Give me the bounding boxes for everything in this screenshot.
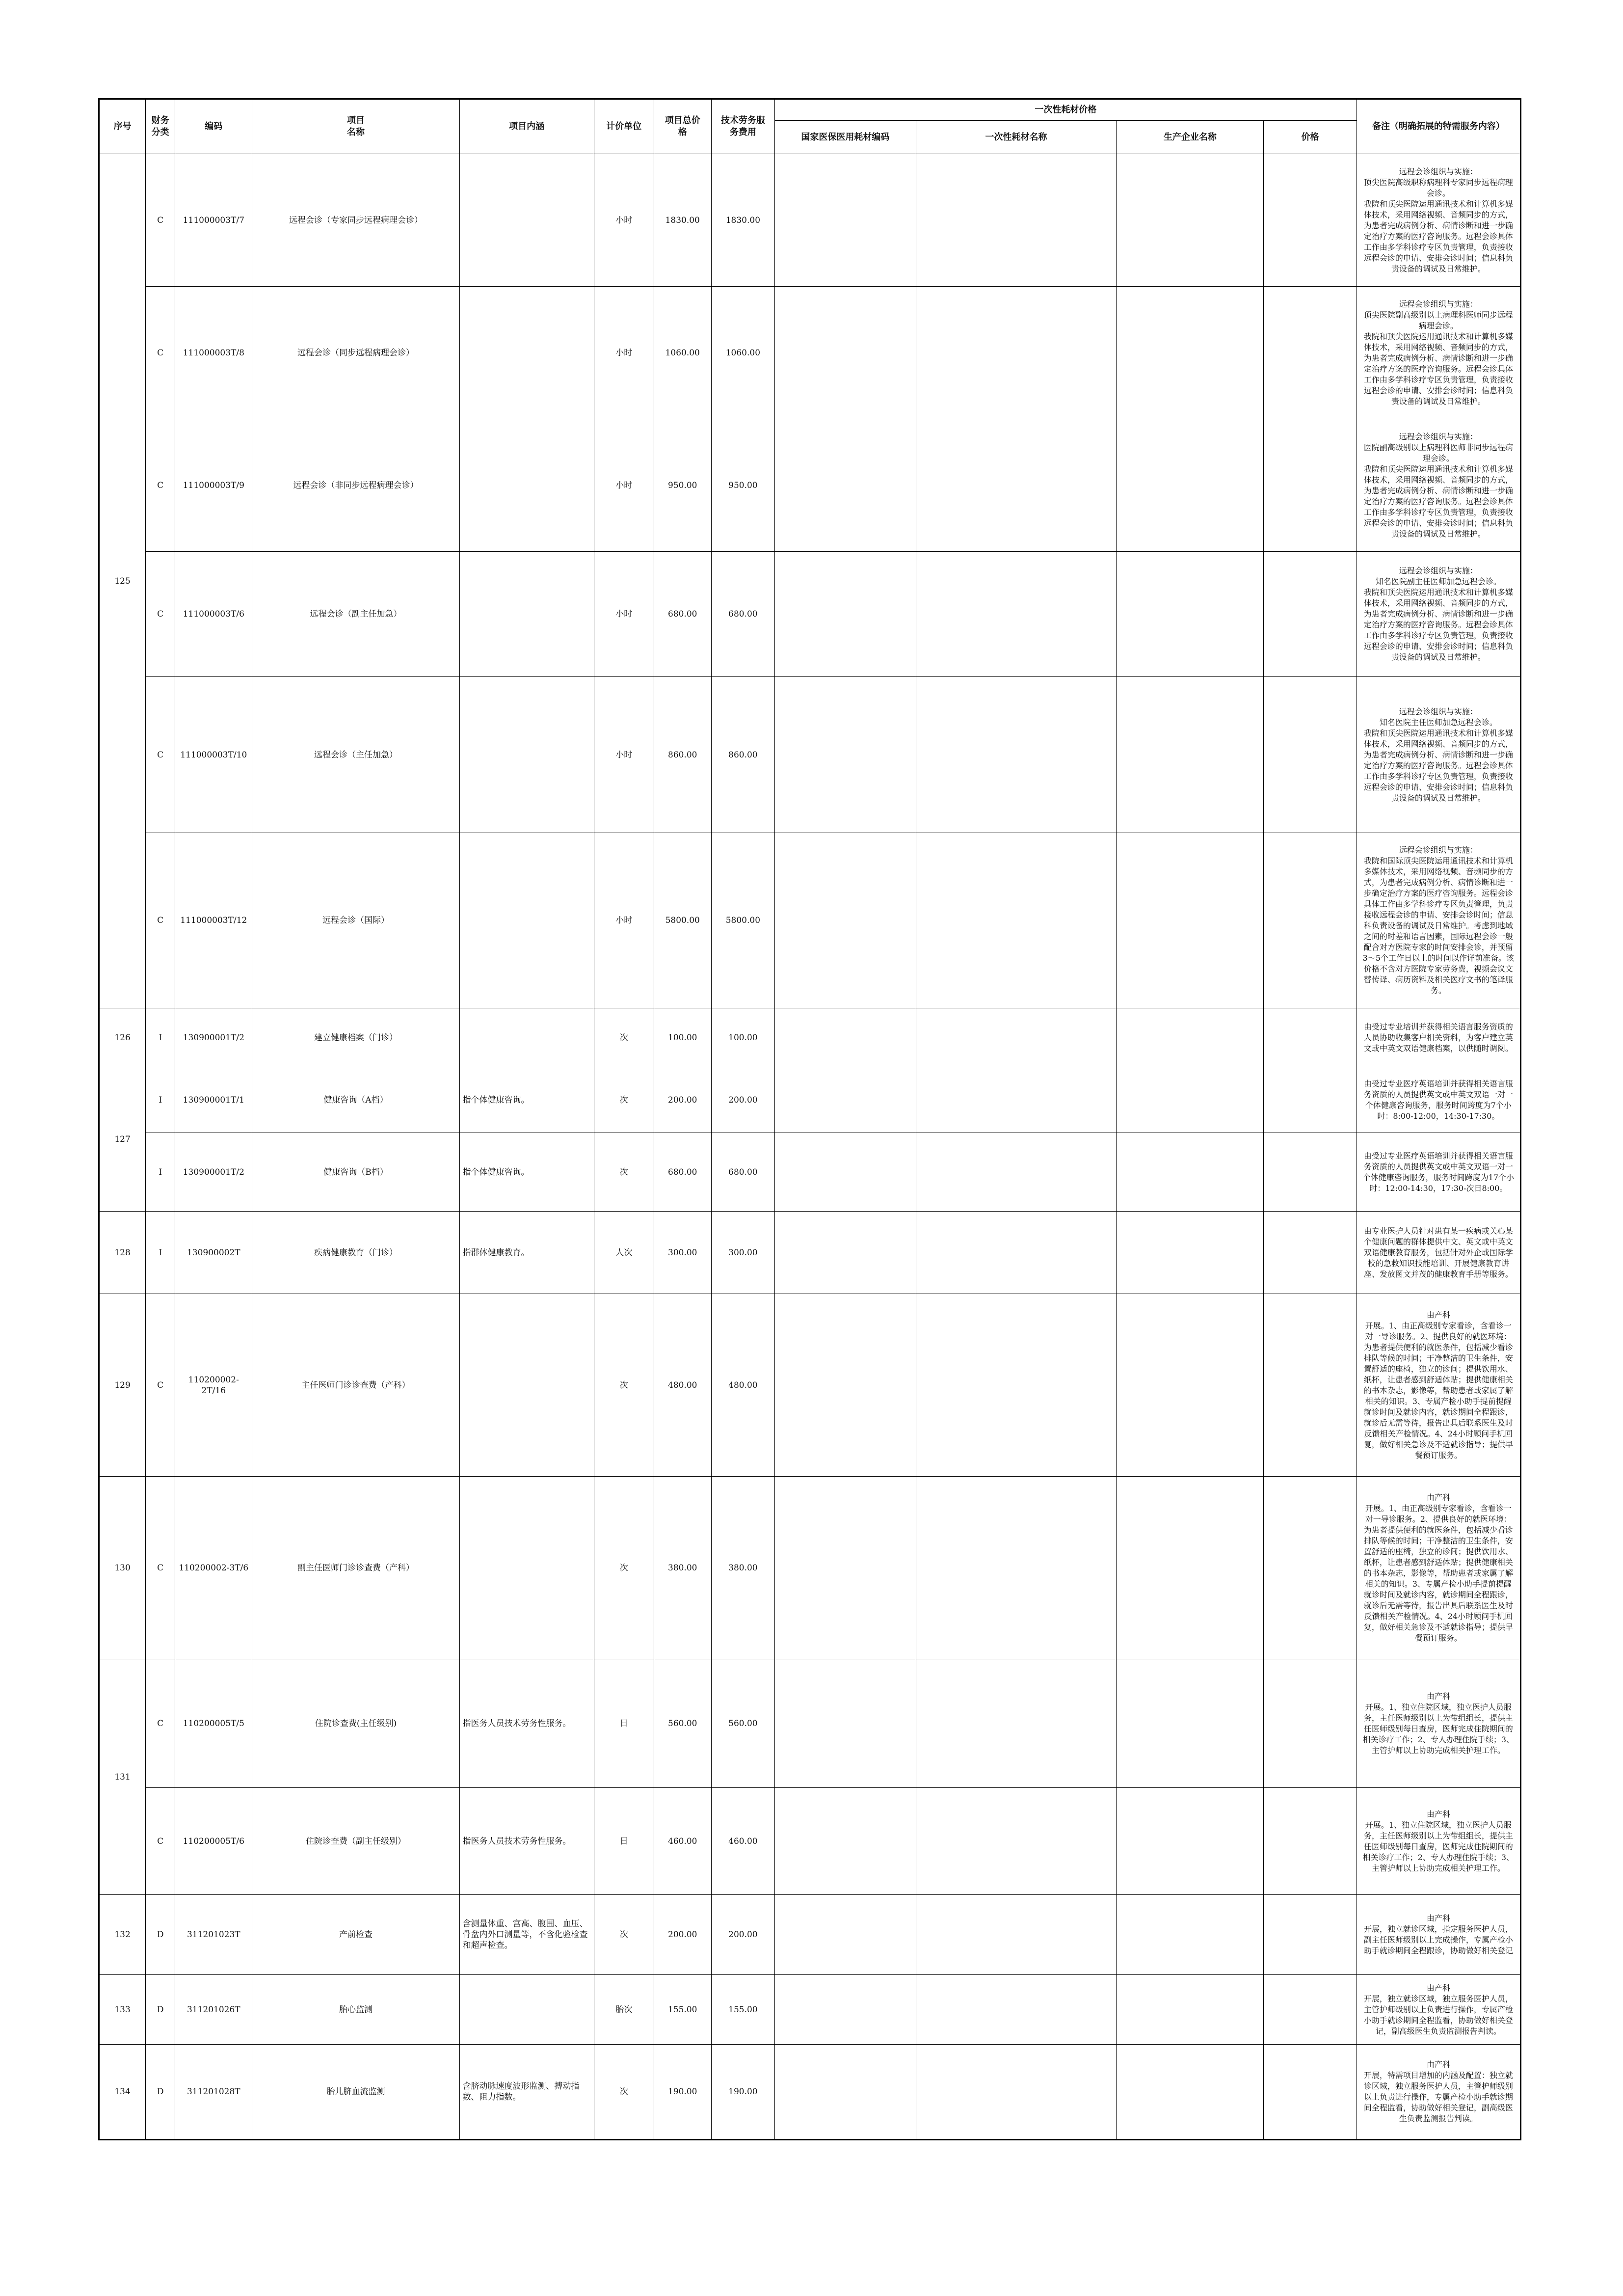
row-price [1264, 1067, 1357, 1133]
row-finance-class: D [146, 2045, 175, 2140]
row-total-price: 860.00 [654, 677, 711, 833]
row-consumable-code [775, 1788, 916, 1895]
row-total-price: 5800.00 [654, 833, 711, 1008]
row-consumable-name [916, 677, 1117, 833]
header-finance-class: 财务 分类 [146, 99, 175, 154]
row-finance-class: C [146, 1659, 175, 1788]
row-code: 111000003T/6 [175, 552, 252, 677]
row-manufacturer [1117, 833, 1264, 1008]
row-seq: 127 [99, 1067, 146, 1212]
row-manufacturer [1117, 2045, 1264, 2140]
row-labor-fee: 190.00 [711, 2045, 774, 2140]
row-total-price: 1060.00 [654, 287, 711, 419]
table-row [99, 677, 1521, 833]
row-consumable-code [775, 1895, 916, 1975]
row-unit: 小时 [594, 154, 654, 287]
header-unit: 计价单位 [594, 99, 654, 154]
row-consumable-code [775, 1008, 916, 1067]
row-finance-class: I [146, 1008, 175, 1067]
row-price [1264, 1788, 1357, 1895]
header-manufacturer: 生产企业名称 [1117, 121, 1264, 154]
row-manufacturer [1117, 1788, 1264, 1895]
row-price [1264, 154, 1357, 287]
row-total-price: 300.00 [654, 1212, 711, 1294]
row-item-name: 远程会诊（非同步远程病理会诊） [252, 419, 459, 552]
table-row [99, 1212, 1521, 1294]
row-content: 指群体健康教育。 [459, 1212, 594, 1294]
row-remark: 远程会诊组织与实施： 知名医院副主任医师加急远程会诊。 我院和顶尖医院运用通讯技术和计算机多媒体技术，采用网络视频、音频同步的方式，为患者完成病例分析、病情诊断和进一步确定治疗方案的医疗咨询服务。远程会诊具体工作由多学科诊疗专区负责管理，负责接收远程会诊的申请、安排会诊时间；信息科负责设备的调试及日常维护。 [1357, 552, 1520, 677]
header-seq: 序号 [99, 99, 146, 154]
row-labor-fee: 680.00 [711, 552, 774, 677]
table-row [99, 552, 1521, 677]
row-price [1264, 1975, 1357, 2045]
row-manufacturer [1117, 552, 1264, 677]
row-unit: 胎次 [594, 1975, 654, 2045]
table-row [99, 419, 1521, 552]
row-content [459, 287, 594, 419]
row-finance-class: C [146, 552, 175, 677]
row-content [459, 1294, 594, 1477]
row-code: 130900001T/2 [175, 1133, 252, 1212]
row-total-price: 560.00 [654, 1659, 711, 1788]
table-row [99, 2045, 1521, 2140]
row-total-price: 680.00 [654, 1133, 711, 1212]
row-code: 110200005T/6 [175, 1788, 252, 1895]
row-remark: 由产科 开展，特需项目增加的内涵及配置：独立就诊区域，独立服务医护人员，主管护师级别以上负责进行操作，专属产检小助手就诊期间全程监看，协助做好相关登记，副高级医生负责监测报告判读。 [1357, 2045, 1520, 2140]
table-row [99, 1477, 1521, 1659]
row-unit: 小时 [594, 419, 654, 552]
row-item-name: 健康咨询（B档） [252, 1133, 459, 1212]
row-manufacturer [1117, 1895, 1264, 1975]
row-content: 指个体健康咨询。 [459, 1067, 594, 1133]
row-labor-fee: 480.00 [711, 1294, 774, 1477]
row-consumable-name [916, 1788, 1117, 1895]
row-unit: 次 [594, 1477, 654, 1659]
row-consumable-name [916, 1294, 1117, 1477]
row-content: 指医务人员技术劳务性服务。 [459, 1659, 594, 1788]
row-content [459, 552, 594, 677]
row-labor-fee: 100.00 [711, 1008, 774, 1067]
row-consumable-name [916, 419, 1117, 552]
row-price [1264, 287, 1357, 419]
row-code: 130900001T/1 [175, 1067, 252, 1133]
row-consumable-code [775, 1212, 916, 1294]
table-row [99, 1975, 1521, 2045]
row-manufacturer [1117, 154, 1264, 287]
row-content [459, 154, 594, 287]
header-code: 编码 [175, 99, 252, 154]
table-row [99, 1294, 1521, 1477]
row-consumable-code [775, 677, 916, 833]
row-seq: 132 [99, 1895, 146, 1975]
row-labor-fee: 200.00 [711, 1067, 774, 1133]
row-code: 130900002T [175, 1212, 252, 1294]
header-remark: 备注（明确拓展的特需服务内容） [1357, 99, 1520, 154]
row-remark: 远程会诊组织与实施： 知名医院主任医师加急远程会诊。 我院和顶尖医院运用通讯技术和计算机多媒体技术，采用网络视频、音频同步的方式，为患者完成病例分析、病情诊断和进一步确定治疗方案的医疗咨询服务。远程会诊具体工作由多学科诊疗专区负责管理，负责接收远程会诊的申请、安排会诊时间；信息科负责设备的调试及日常维护。 [1357, 677, 1520, 833]
row-price [1264, 677, 1357, 833]
row-finance-class: C [146, 1788, 175, 1895]
table-body [99, 154, 1521, 2140]
row-finance-class: C [146, 833, 175, 1008]
row-manufacturer [1117, 1067, 1264, 1133]
row-consumable-name [916, 1975, 1117, 2045]
row-manufacturer [1117, 1294, 1264, 1477]
header-consumable-name: 一次性耗材名称 [916, 121, 1117, 154]
row-consumable-name [916, 1212, 1117, 1294]
row-consumable-code [775, 1294, 916, 1477]
row-remark: 由产科 开展，独立就诊区域，指定服务医护人员，副主任医师级别以上完成操作，专属产检小助手就诊期间全程跟诊，协助做好相关登记 [1357, 1895, 1520, 1975]
row-item-name: 远程会诊（同步远程病理会诊） [252, 287, 459, 419]
row-consumable-code [775, 2045, 916, 2140]
row-consumable-code [775, 154, 916, 287]
row-item-name: 住院诊查费（副主任级别） [252, 1788, 459, 1895]
row-consumable-code [775, 1067, 916, 1133]
row-finance-class: C [146, 677, 175, 833]
row-manufacturer [1117, 677, 1264, 833]
row-unit: 日 [594, 1659, 654, 1788]
row-item-name: 副主任医师门诊诊查费（产科） [252, 1477, 459, 1659]
row-consumable-name [916, 1067, 1117, 1133]
row-code: 111000003T/8 [175, 287, 252, 419]
row-finance-class: I [146, 1133, 175, 1212]
row-price [1264, 1477, 1357, 1659]
fee-table [98, 98, 1521, 2140]
row-remark: 由产科 开展。1、由正高级别专家看诊，含看诊一对一导诊服务。2、提供良好的就医环境：为患者提供便利的就医条件，包括减少看诊排队等候的时间；干净整洁的卫生条件，安置舒适的座椅，独立的诊间；提供饮用水、纸杯，让患者感到舒适体贴；提供健康相关的书本杂志，影像等，帮助患者或家属了解相关的知识。3、专属产检小助手提前提醒就诊时间及就诊内容，就诊期间全程跟诊，就诊后无需等待，报告出具后联系医生及时反馈相关产检情况。4、24小时顾问手机回复，做好相关急诊及不适就诊指导；提供早餐预订服务。 [1357, 1294, 1520, 1477]
row-item-name: 住院诊查费(主任级别) [252, 1659, 459, 1788]
row-seq: 133 [99, 1975, 146, 2045]
row-remark: 远程会诊组织与实施： 我院和国际顶尖医院运用通讯技术和计算机多媒体技术，采用网络视频、音频同步的方式，为患者完成病例分析、病情诊断和进一步确定治疗方案的医疗咨询服务。远程会诊具体工作由多学科诊疗专区负责管理，负责接收远程会诊的申请、安排会诊时间；信息科负责设备的调试及日常维护。考虑到地域之间的时差和语言因素，国际远程会诊一般配合对方医院专家的时间安排会诊，并预留3～5个工作日以上的时间以作详前准备。该价格不含对方医院专家劳务费，视频会议文替传译、病历资料及相关医疗文书的笔译服务。 [1357, 833, 1520, 1008]
row-manufacturer [1117, 1975, 1264, 2045]
row-item-name: 疾病健康教育（门诊） [252, 1212, 459, 1294]
row-total-price: 480.00 [654, 1294, 711, 1477]
row-content: 指个体健康咨询。 [459, 1133, 594, 1212]
row-total-price: 680.00 [654, 552, 711, 677]
row-content [459, 419, 594, 552]
row-price [1264, 1133, 1357, 1212]
row-manufacturer [1117, 419, 1264, 552]
row-total-price: 380.00 [654, 1477, 711, 1659]
header-content: 项目内涵 [459, 99, 594, 154]
row-finance-class: C [146, 419, 175, 552]
row-remark: 由受过专业医疗英语培训并获得相关语言服务资质的人员提供英文或中英文双语一对一个体健康咨询服务，服务时间跨度为17个小时：12:00-14:30，17:30-次日8:00。 [1357, 1133, 1520, 1212]
row-unit: 次 [594, 1008, 654, 1067]
row-manufacturer [1117, 1659, 1264, 1788]
header-item-name: 项目 名称 [252, 99, 459, 154]
row-seq: 125 [99, 154, 146, 1008]
row-code: 111000003T/12 [175, 833, 252, 1008]
row-finance-class: C [146, 154, 175, 287]
row-code: 110200002-3T/6 [175, 1477, 252, 1659]
table-row [99, 1895, 1521, 1975]
row-unit: 小时 [594, 833, 654, 1008]
row-item-name: 远程会诊（副主任加急） [252, 552, 459, 677]
row-content [459, 833, 594, 1008]
row-price [1264, 1659, 1357, 1788]
row-labor-fee: 200.00 [711, 1895, 774, 1975]
row-code: 110200005T/5 [175, 1659, 252, 1788]
row-item-name: 建立健康档案（门诊） [252, 1008, 459, 1067]
row-finance-class: C [146, 1477, 175, 1659]
row-seq: 129 [99, 1294, 146, 1477]
row-remark: 由产科 开展。1、独立住院区域，独立医护人员服务，主任医师级别以上为带组组长，提供主任医师级别每日查房，医师完成住院期间的相关诊疗工作；2、专人办理住院手续；3、主管护师以上协助完成相关护理工作。 [1357, 1659, 1520, 1788]
row-unit: 次 [594, 1067, 654, 1133]
row-total-price: 1830.00 [654, 154, 711, 287]
table-row [99, 287, 1521, 419]
header-total-price: 项目总价 格 [654, 99, 711, 154]
row-labor-fee: 1060.00 [711, 287, 774, 419]
row-consumable-name [916, 287, 1117, 419]
row-manufacturer [1117, 1477, 1264, 1659]
row-finance-class: D [146, 1895, 175, 1975]
row-content: 含测量体重、宫高、腹围、血压、骨盆内外口测量等，不含化验检查和超声检查。 [459, 1895, 594, 1975]
row-price [1264, 552, 1357, 677]
row-item-name: 胎心监测 [252, 1975, 459, 2045]
row-seq: 131 [99, 1659, 146, 1895]
row-total-price: 100.00 [654, 1008, 711, 1067]
row-remark: 由产科 开展。1、由正高级别专家看诊，含看诊一对一导诊服务。2、提供良好的就医环境：为患者提供便利的就医条件，包括减少看诊排队等候的时间；干净整洁的卫生条件，安置舒适的座椅，独立的诊间；提供饮用水、纸杯，让患者感到舒适体贴；提供健康相关的书本杂志，影像等，帮助患者或家属了解相关的知识。3、专属产检小助手提前提醒就诊时间及就诊内容，就诊期间全程跟诊，就诊后无需等待，报告出具后联系医生及时反馈相关产检情况。4、24小时顾问手机回复，做好相关急诊及不适就诊指导；提供早餐预订服务。 [1357, 1477, 1520, 1659]
row-unit: 小时 [594, 677, 654, 833]
row-unit: 日 [594, 1788, 654, 1895]
row-remark: 由受过专业培训并获得相关语言服务资质的人员协助收集客户相关资料，为客户建立英文或中英文双语健康档案，以供随时调阅。 [1357, 1008, 1520, 1067]
row-price [1264, 1212, 1357, 1294]
row-price [1264, 1294, 1357, 1477]
row-consumable-name [916, 1133, 1117, 1212]
header-consumable-code: 国家医保医用耗材编码 [775, 121, 916, 154]
row-total-price: 460.00 [654, 1788, 711, 1895]
row-labor-fee: 860.00 [711, 677, 774, 833]
row-item-name: 远程会诊（专家同步远程病理会诊） [252, 154, 459, 287]
row-manufacturer [1117, 1008, 1264, 1067]
row-item-name: 胎儿脐血流监测 [252, 2045, 459, 2140]
row-finance-class: D [146, 1975, 175, 2045]
row-code: 111000003T/10 [175, 677, 252, 833]
row-labor-fee: 680.00 [711, 1133, 774, 1212]
row-price [1264, 419, 1357, 552]
table-row [99, 1008, 1521, 1067]
row-seq: 130 [99, 1477, 146, 1659]
row-total-price: 155.00 [654, 1975, 711, 2045]
row-unit: 次 [594, 1133, 654, 1212]
row-finance-class: I [146, 1067, 175, 1133]
row-consumable-name [916, 833, 1117, 1008]
row-labor-fee: 380.00 [711, 1477, 774, 1659]
row-code: 111000003T/7 [175, 154, 252, 287]
row-consumable-code [775, 1975, 916, 2045]
row-manufacturer [1117, 1133, 1264, 1212]
row-finance-class: C [146, 287, 175, 419]
table-row [99, 1659, 1521, 1788]
row-price [1264, 2045, 1357, 2140]
row-unit: 小时 [594, 287, 654, 419]
table-row [99, 154, 1521, 287]
row-content [459, 1008, 594, 1067]
table-row [99, 1067, 1521, 1133]
row-seq: 134 [99, 2045, 146, 2140]
row-code: 311201028T [175, 2045, 252, 2140]
row-item-name: 产前检查 [252, 1895, 459, 1975]
row-remark: 远程会诊组织与实施： 医院副高级别以上病理科医师非同步远程病理会诊。 我院和顶尖医院运用通讯技术和计算机多媒体技术，采用网络视频、音频同步的方式，为患者完成病例分析、病情诊断和进一步确定治疗方案的医疗咨询服务。远程会诊具体工作由多学科诊疗专区负责管理，负责接收远程会诊的申请、安排会诊时间；信息科负责设备的调试及日常维护。 [1357, 419, 1520, 552]
row-content: 含脐动脉速度波形监测、搏动指数、阻力指数。 [459, 2045, 594, 2140]
row-seq: 126 [99, 1008, 146, 1067]
table-row [99, 833, 1521, 1008]
row-labor-fee: 1830.00 [711, 154, 774, 287]
row-content [459, 1477, 594, 1659]
row-consumable-code [775, 287, 916, 419]
row-unit: 人次 [594, 1212, 654, 1294]
row-consumable-code [775, 833, 916, 1008]
row-remark: 远程会诊组织与实施： 顶尖医院副高级别以上病理科医师同步远程病理会诊。 我院和顶尖医院运用通讯技术和计算机多媒体技术，采用网络视频、音频同步的方式，为患者完成病例分析、病情诊断和进一步确定治疗方案的医疗咨询服务。远程会诊具体工作由多学科诊疗专区负责管理，负责接收远程会诊的申请、安排会诊时间；信息科负责设备的调试及日常维护。 [1357, 287, 1520, 419]
row-consumable-name [916, 1895, 1117, 1975]
row-price [1264, 1008, 1357, 1067]
row-item-name: 远程会诊（国际） [252, 833, 459, 1008]
table-row [99, 1788, 1521, 1895]
row-unit: 次 [594, 1895, 654, 1975]
row-item-name: 远程会诊（主任加急） [252, 677, 459, 833]
row-labor-fee: 460.00 [711, 1788, 774, 1895]
row-content [459, 1975, 594, 2045]
row-labor-fee: 300.00 [711, 1212, 774, 1294]
row-labor-fee: 155.00 [711, 1975, 774, 2045]
row-code: 311201023T [175, 1895, 252, 1975]
row-consumable-code [775, 419, 916, 552]
row-consumable-code [775, 1133, 916, 1212]
row-remark: 由产科 开展。1、独立住院区域，独立医护人员服务，主任医师级别以上为带组组长，提供主任医师级别每日查房，医师完成住院期间的相关诊疗工作；2、专人办理住院手续；3、主管护师以上协助完成相关护理工作。 [1357, 1788, 1520, 1895]
row-consumable-name [916, 1477, 1117, 1659]
row-manufacturer [1117, 287, 1264, 419]
row-consumable-code [775, 1477, 916, 1659]
row-labor-fee: 560.00 [711, 1659, 774, 1788]
row-seq: 128 [99, 1212, 146, 1294]
row-unit: 次 [594, 2045, 654, 2140]
row-remark: 由产科 开展，独立就诊区域，独立服务医护人员，主管护师级别以上负责进行操作，专属产检小助手就诊期间全程监看，协助做好相关登记，副高级医生负责监测报告判读。 [1357, 1975, 1520, 2045]
row-total-price: 950.00 [654, 419, 711, 552]
header-consumables-group: 一次性耗材价格 [775, 99, 1357, 121]
row-labor-fee: 950.00 [711, 419, 774, 552]
row-consumable-name [916, 2045, 1117, 2140]
row-item-name: 健康咨询（A档） [252, 1067, 459, 1133]
row-consumable-name [916, 1659, 1117, 1788]
row-consumable-code [775, 1659, 916, 1788]
row-consumable-name [916, 154, 1117, 287]
row-remark: 由受过专业医疗英语培训并获得相关语言服务资质的人员提供英文或中英文双语一对一个体健康咨询服务，服务时间跨度为7个小时：8:00-12:00，14:30-17:30。 [1357, 1067, 1520, 1133]
row-code: 311201026T [175, 1975, 252, 2045]
row-item-name: 主任医师门诊诊查费（产科） [252, 1294, 459, 1477]
header-labor-fee: 技术劳务服 务费用 [711, 99, 774, 154]
row-code: 110200002- 2T/16 [175, 1294, 252, 1477]
row-content [459, 677, 594, 833]
row-consumable-name [916, 552, 1117, 677]
table-row [99, 1133, 1521, 1212]
row-consumable-code [775, 552, 916, 677]
row-labor-fee: 5800.00 [711, 833, 774, 1008]
row-total-price: 200.00 [654, 1895, 711, 1975]
row-price [1264, 833, 1357, 1008]
row-content: 指医务人员技术劳务性服务。 [459, 1788, 594, 1895]
row-total-price: 200.00 [654, 1067, 711, 1133]
row-code: 111000003T/9 [175, 419, 252, 552]
row-finance-class: I [146, 1212, 175, 1294]
row-unit: 小时 [594, 552, 654, 677]
row-total-price: 190.00 [654, 2045, 711, 2140]
row-price [1264, 1895, 1357, 1975]
header-price: 价格 [1264, 121, 1357, 154]
row-remark: 由专业医护人员针对患有某一疾病或关心某个健康问题的群体提供中文、英文或中英文双语健康教育服务，包括针对外企或国际学校的急救知识技能培训、开展健康教育讲座、发放图文并茂的健康教育手册等服务。 [1357, 1212, 1520, 1294]
row-code: 130900001T/2 [175, 1008, 252, 1067]
row-remark: 远程会诊组织与实施： 顶尖医院高级职称病理科专家同步远程病理会诊。 我院和顶尖医院运用通讯技术和计算机多媒体技术，采用网络视频、音频同步的方式，为患者完成病例分析、病情诊断和进一步确定治疗方案的医疗咨询服务。远程会诊具体工作由多学科诊疗专区负责管理，负责接收远程会诊的申请、安排会诊时间；信息科负责设备的调试及日常维护。 [1357, 154, 1520, 287]
row-consumable-name [916, 1008, 1117, 1067]
row-finance-class: C [146, 1294, 175, 1477]
row-unit: 次 [594, 1294, 654, 1477]
row-manufacturer [1117, 1212, 1264, 1294]
